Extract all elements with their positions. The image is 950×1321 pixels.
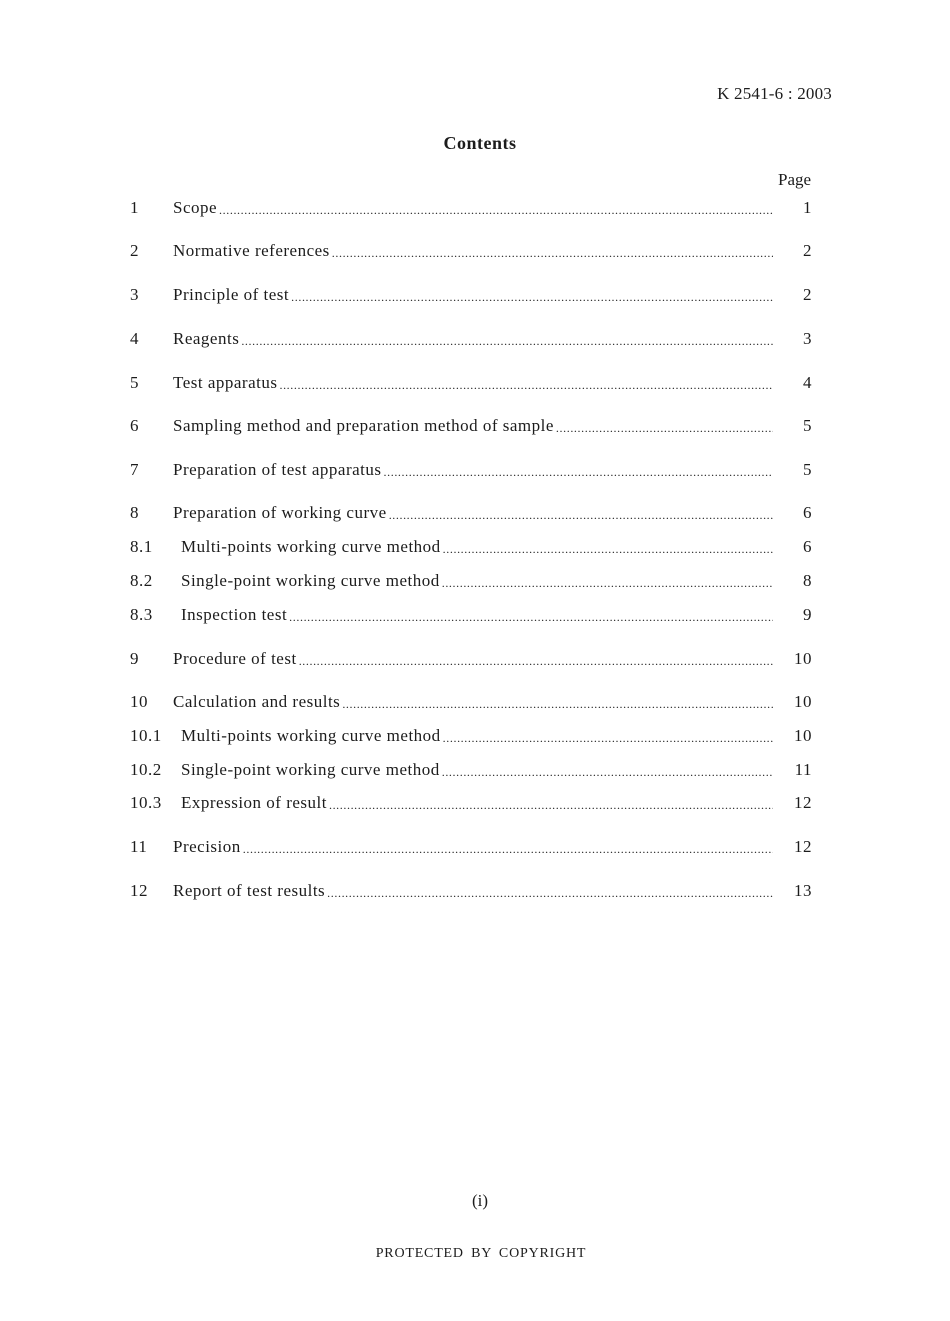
- toc-entry-title: Scope: [173, 198, 218, 217]
- toc-entry-page: 4: [803, 373, 812, 392]
- toc-entry-title: Multi-points working curve method: [181, 726, 441, 745]
- toc-entry-page: 12: [794, 793, 812, 812]
- toc-entry-number: 8.1: [130, 537, 153, 556]
- toc-entry-11[interactable]: [130, 836, 820, 858]
- toc-entry-page: 2: [803, 285, 812, 304]
- dot-leader: [332, 241, 773, 264]
- toc-entry-8-2[interactable]: [130, 570, 820, 592]
- toc-entry-page: 1: [803, 198, 812, 217]
- page-number: (i): [471, 1191, 489, 1210]
- toc-entry-page: 8: [803, 571, 812, 590]
- dot-leader: [243, 837, 773, 860]
- toc-entry-number: 2: [130, 241, 139, 260]
- toc-entry-10-1[interactable]: [130, 725, 820, 747]
- toc-entry-number: 11: [130, 837, 148, 856]
- toc-entry-number: 9: [130, 649, 139, 668]
- toc-entry-title: Preparation of working curve: [173, 503, 387, 522]
- toc-entry-title: Principle of test: [173, 285, 290, 304]
- dot-leader: [443, 537, 773, 560]
- toc-entry-number: 4: [130, 329, 139, 348]
- toc-entry-3[interactable]: [130, 284, 820, 306]
- toc-entry-title: Test apparatus: [173, 373, 278, 392]
- toc-entry-number: 10: [130, 692, 148, 711]
- toc-entry-title: Multi-points working curve method: [181, 537, 441, 556]
- copyright-notice: PROTECTED BY COPYRIGHT: [375, 1246, 587, 1261]
- dot-leader: [219, 198, 773, 221]
- toc-entry-title: Reagents: [173, 329, 240, 348]
- toc-entry-number: 8: [130, 503, 139, 522]
- dot-leader: [384, 460, 773, 483]
- toc-entry-page: 3: [803, 329, 812, 348]
- toc-entry-10[interactable]: [130, 691, 820, 713]
- toc-entry-title: Preparation of test apparatus: [173, 460, 382, 479]
- toc-entry-title: Inspection test: [181, 605, 288, 624]
- dot-leader: [342, 692, 773, 715]
- toc-entry-8-3[interactable]: [130, 604, 820, 626]
- toc-entry-1[interactable]: [130, 197, 820, 219]
- dot-leader: [329, 793, 773, 816]
- toc-entry-page: 5: [803, 416, 812, 435]
- toc-entry-number: 8.2: [130, 571, 153, 590]
- toc-entry-8-1[interactable]: [130, 536, 820, 558]
- dot-leader: [241, 329, 773, 352]
- toc-entry-page: 10: [794, 726, 812, 745]
- toc-entry-title: Calculation and results: [173, 692, 341, 711]
- toc-entry-5[interactable]: [130, 372, 820, 394]
- toc-entry-12[interactable]: [130, 880, 820, 902]
- toc-entry-page: 6: [803, 503, 812, 522]
- toc-entry-page: 5: [803, 460, 812, 479]
- dot-leader: [556, 416, 773, 439]
- toc-entry-page: 13: [794, 881, 812, 900]
- dot-leader: [442, 760, 773, 783]
- toc-entry-8[interactable]: [130, 502, 820, 524]
- page-column-label: Page: [778, 170, 812, 189]
- toc-entry-title: Report of test results: [173, 881, 326, 900]
- toc-entry-number: 6: [130, 416, 139, 435]
- toc-entry-number: 8.3: [130, 605, 153, 624]
- dot-leader: [327, 881, 773, 904]
- toc-entry-page: 9: [803, 605, 812, 624]
- toc-entry-7[interactable]: [130, 459, 820, 481]
- toc-entry-10-2[interactable]: [130, 759, 820, 781]
- toc-entry-page: 6: [803, 537, 812, 556]
- toc-entry-number: 7: [130, 460, 139, 479]
- toc-entry-title: Precision: [173, 837, 241, 856]
- dot-leader: [442, 571, 773, 594]
- dot-leader: [279, 373, 773, 396]
- toc-entry-page: 10: [794, 692, 812, 711]
- toc-entry-number: 10.2: [130, 760, 162, 779]
- toc-entry-title: Single-point working curve method: [181, 760, 440, 779]
- dot-leader: [443, 726, 773, 749]
- toc-entry-number: 1: [130, 198, 139, 217]
- toc-entry-page: 11: [794, 760, 812, 779]
- dot-leader: [291, 285, 773, 308]
- toc-entry-title: Procedure of test: [173, 649, 297, 668]
- toc-entry-title: Normative references: [173, 241, 330, 260]
- contents-heading: Contents: [443, 133, 517, 153]
- dot-leader: [289, 605, 773, 628]
- toc-entry-number: 12: [130, 881, 148, 900]
- toc-entry-9[interactable]: [130, 648, 820, 670]
- toc-entry-number: 3: [130, 285, 139, 304]
- toc-entry-4[interactable]: [130, 328, 820, 350]
- dot-leader: [299, 649, 773, 672]
- toc-entry-number: 10.3: [130, 793, 162, 812]
- toc-entry-page: 12: [794, 837, 812, 856]
- dot-leader: [389, 503, 773, 526]
- toc-entry-page: 10: [794, 649, 812, 668]
- toc-entry-title: Single-point working curve method: [181, 571, 440, 590]
- toc-entry-6[interactable]: [130, 415, 820, 437]
- toc-entry-number: 10.1: [130, 726, 162, 745]
- toc-entry-10-3[interactable]: [130, 792, 820, 814]
- toc-entry-title: Sampling method and preparation method of sample: [173, 416, 554, 435]
- toc-entry-number: 5: [130, 373, 139, 392]
- toc-entry-page: 2: [803, 241, 812, 260]
- toc-entry-title: Expression of result: [181, 793, 327, 812]
- document-code: K 2541-6 : 2003: [717, 84, 832, 103]
- toc-entry-2[interactable]: [130, 240, 820, 262]
